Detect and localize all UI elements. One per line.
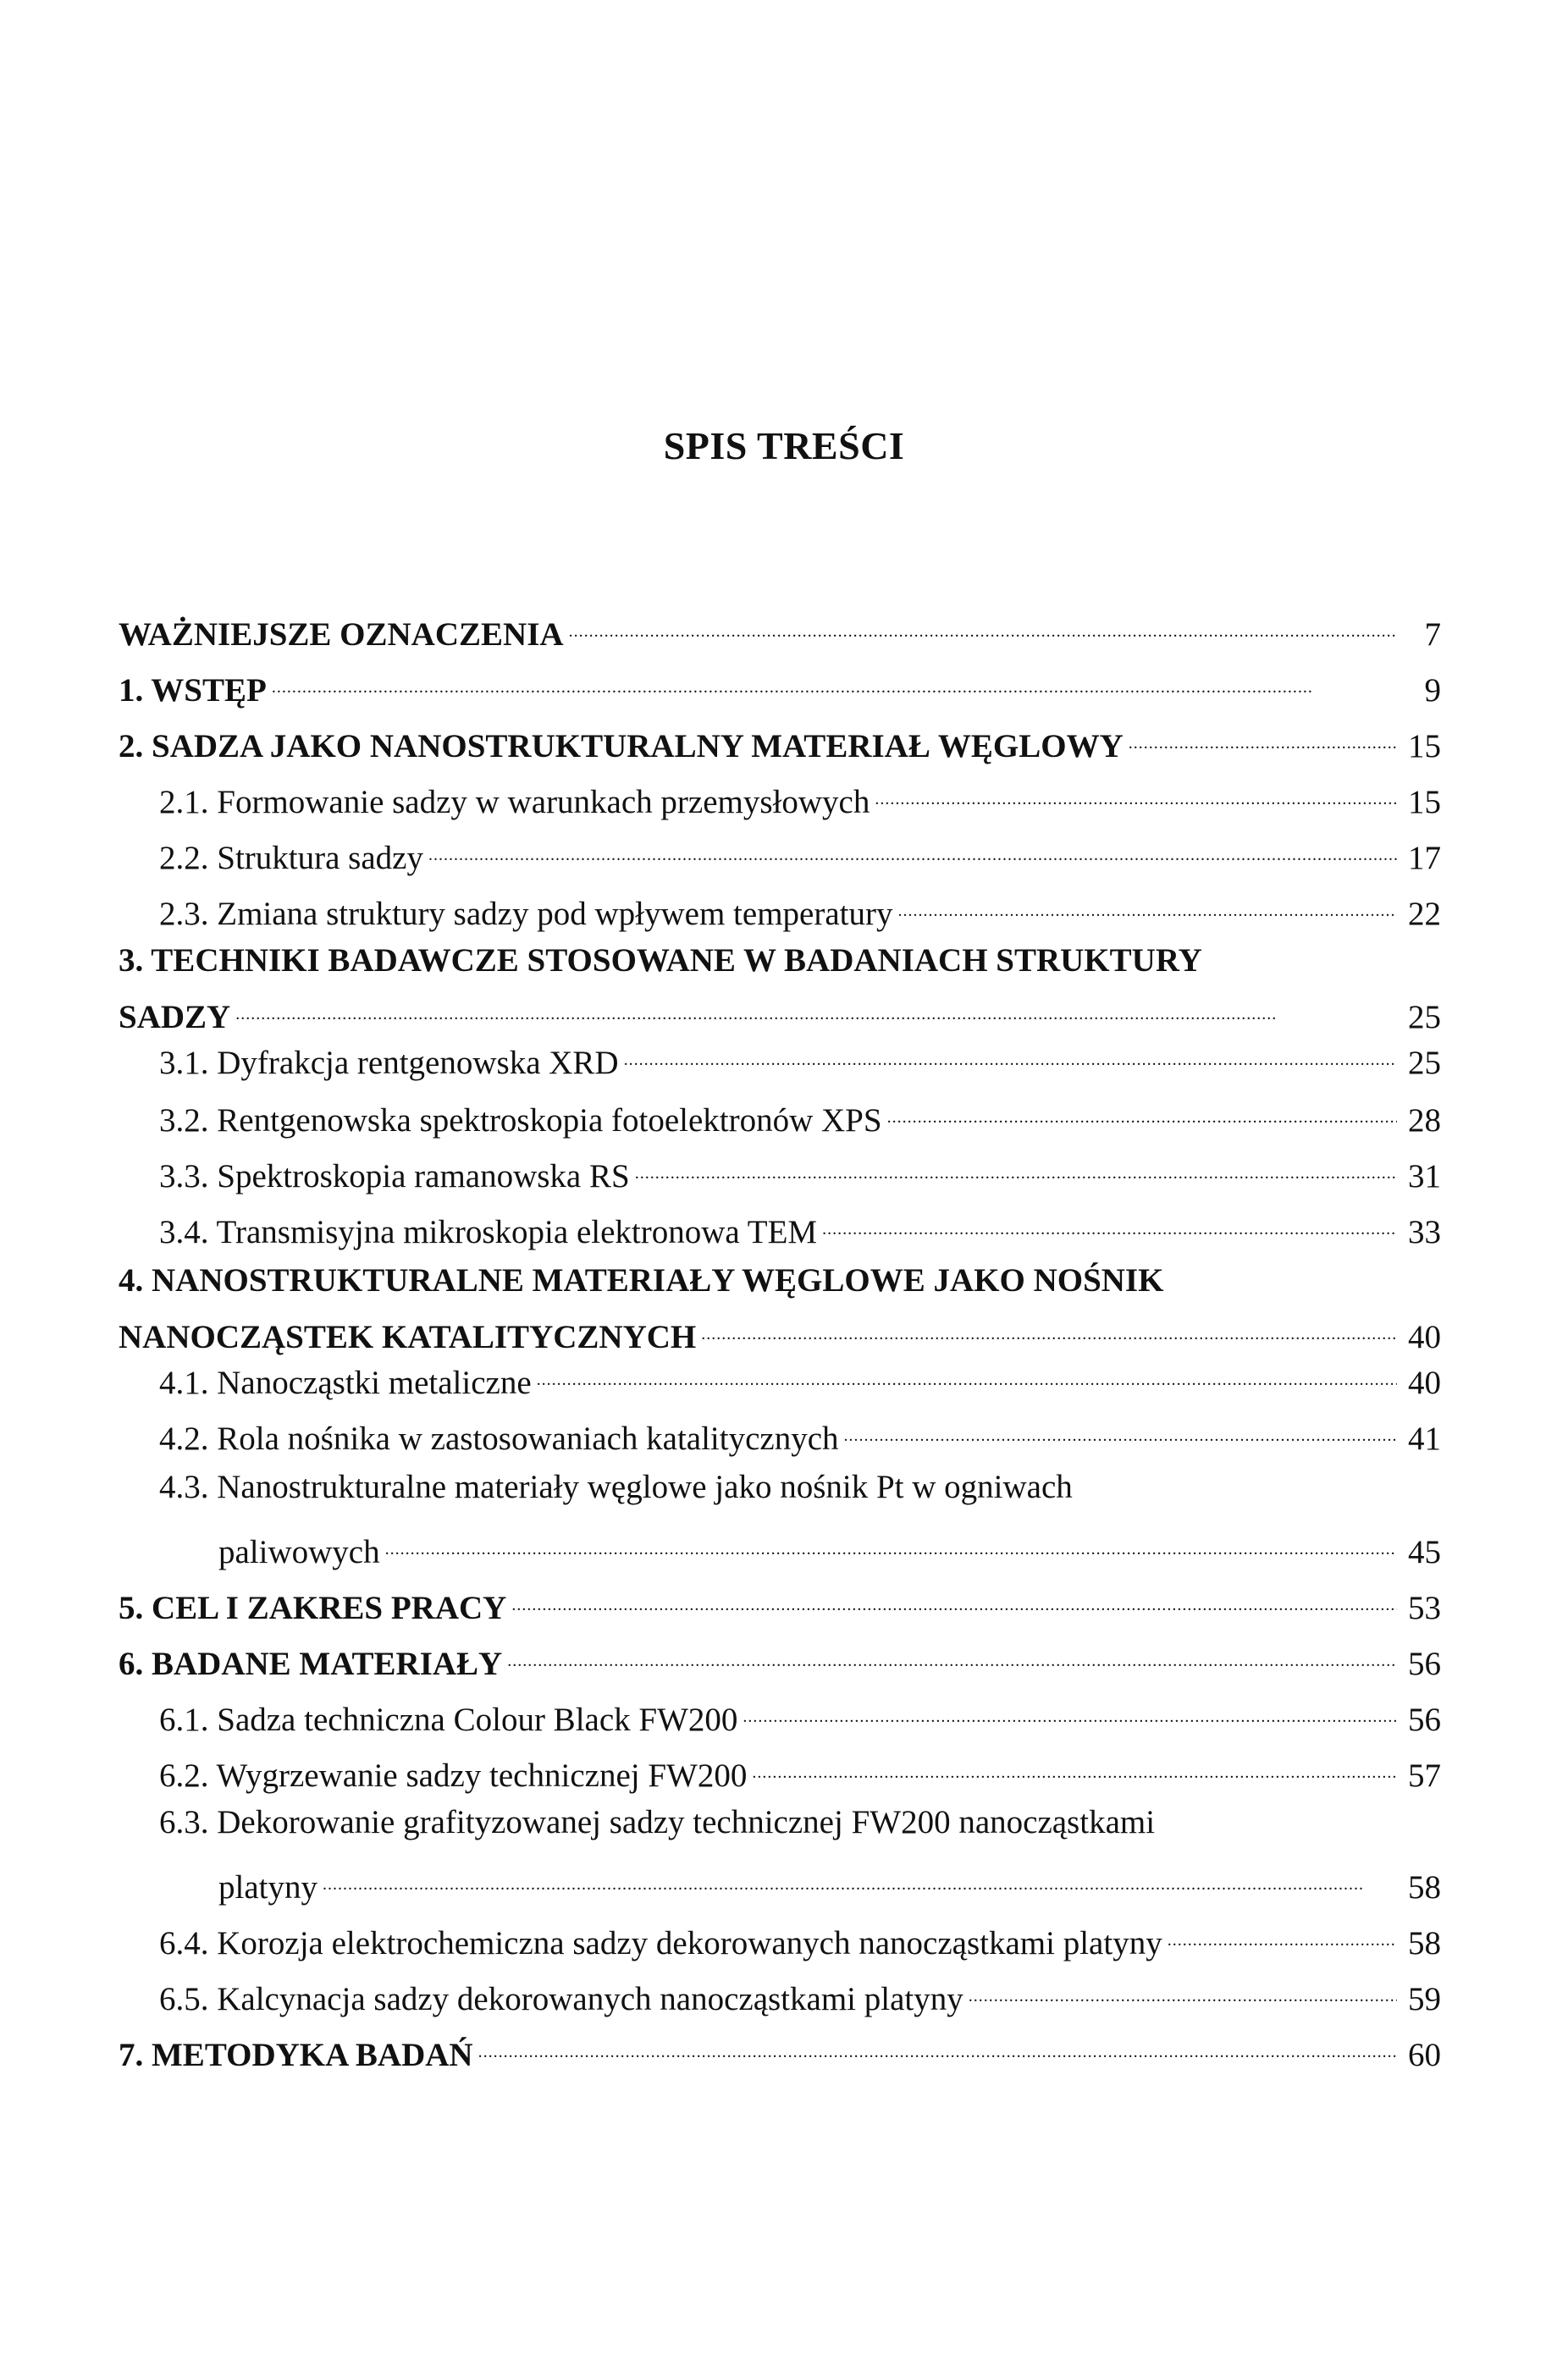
toc-entry-title: 6. BADANE MATERIAŁY [119,1646,503,1682]
toc-entry-first-line[interactable] [159,1468,1441,1507]
dot-leader [272,662,1397,701]
dot-leader [1168,1915,1397,1954]
toc-entry-page: 15 [1408,728,1441,764]
dot-leader [897,886,1397,924]
dot-leader [624,1035,1397,1073]
toc-entry[interactable] [119,1636,1441,1684]
toc-entry-title: 4. NANOSTRUKTURALNE MATERIAŁY WĘGLOWE JAKO NOŚNIK [119,1262,1164,1299]
dot-leader [743,1691,1397,1730]
toc-entry[interactable] [159,1204,1441,1252]
toc-entry-title: 3.4. Transmisyjna mikroskopia elektronowa TEM [159,1214,818,1250]
dot-leader [323,1859,1397,1898]
toc-entry[interactable] [119,662,1441,710]
toc-entry-title: 2.2. Struktura sadzy [159,840,423,876]
dot-leader [428,830,1397,869]
toc-entry-page: 58 [1408,1925,1441,1961]
dot-leader [822,1204,1397,1243]
toc-entry[interactable] [159,1691,1441,1740]
toc-entry-continuation[interactable] [218,1524,1441,1572]
toc-entry-page: 25 [1408,999,1441,1035]
toc-entry-page: 41 [1408,1421,1441,1457]
toc-entry[interactable] [159,1035,1441,1083]
toc-entry[interactable] [159,1355,1441,1403]
toc-entry-first-line[interactable] [119,1261,1441,1300]
toc-entry-title: 6.1. Sadza techniczna Colour Black FW200 [159,1702,738,1738]
toc-entry-page: 59 [1408,1981,1441,2017]
dot-leader [635,1148,1397,1187]
page-title: SPIS TREŚCI [663,424,905,467]
dot-leader [844,1410,1397,1449]
toc-entry-title: 3.1. Dyfrakcja rentgenowska XRD [159,1045,619,1081]
toc-entry-page: 15 [1408,784,1441,820]
toc-entry-continuation[interactable] [119,989,1441,1037]
toc-entry-title: 7. METODYKA BADAŃ [119,2037,473,2073]
toc-entry-title: 4.2. Rola nośnika w zastosowaniach katalitycznych [159,1421,839,1457]
toc-entry[interactable] [159,774,1441,822]
toc-entry-page: 60 [1408,2037,1441,2073]
dot-leader [1129,718,1397,757]
toc-entry-title: 1. WSTĘP [119,672,267,709]
toc-entry[interactable] [159,886,1441,934]
dot-leader [537,1355,1397,1393]
table-of-contents [119,0,1441,2356]
toc-entry[interactable] [159,1148,1441,1196]
toc-entry-title-cont: paliwowych [218,1534,380,1570]
toc-entry-continuation[interactable] [218,1859,1441,1907]
toc-entry[interactable] [119,718,1441,766]
dot-leader [969,1971,1397,2010]
dot-leader [875,774,1397,813]
toc-entry-page: 40 [1408,1319,1441,1355]
toc-entry-title: 4.3. Nanostrukturalne materiały węglowe jako nośnik Pt w ogniwach [159,1469,1073,1505]
toc-entry-title: 4.1. Nanocząstki metaliczne [159,1365,532,1401]
toc-entry[interactable] [159,1092,1441,1140]
toc-entry-page: 25 [1408,1045,1441,1081]
dot-leader [478,2027,1397,2066]
toc-entry-title: 3.3. Spektroskopia ramanowska RS [159,1158,630,1195]
toc-entry-page: 56 [1408,1646,1441,1682]
toc-entry-title: WAŻNIEJSZE OZNACZENIA [119,616,564,653]
toc-entry-page: 53 [1408,1590,1441,1626]
toc-entry[interactable] [159,1971,1441,2019]
toc-entry-title: 2. SADZA JAKO NANOSTRUKTURALNY MATERIAŁ WĘGLOWY [119,728,1124,764]
dot-leader [887,1092,1397,1131]
toc-entry[interactable] [159,1410,1441,1459]
toc-entry[interactable] [119,1580,1441,1628]
toc-entry[interactable] [159,1747,1441,1796]
dot-leader [701,1309,1397,1348]
toc-entry-first-line[interactable] [159,1803,1441,1842]
toc-entry[interactable] [159,1915,1441,1963]
toc-entry-title: 6.2. Wygrzewanie sadzy technicznej FW200 [159,1757,748,1794]
dot-leader [385,1524,1397,1563]
toc-entry-page: 57 [1408,1757,1441,1794]
toc-entry-title: 2.1. Formowanie sadzy w warunkach przemysłowych [159,784,870,820]
toc-entry-page: 33 [1408,1214,1441,1250]
toc-entry-page: 31 [1408,1158,1441,1195]
dot-leader [569,606,1397,645]
toc-entry-first-line[interactable] [119,941,1441,980]
toc-entry[interactable] [119,606,1441,654]
toc-entry-continuation[interactable] [119,1309,1441,1357]
toc-entry-title: 6.5. Kalcynacja sadzy dekorowanych nanocząstkami platyny [159,1981,963,2017]
toc-entry-page: 17 [1408,840,1441,876]
toc-entry-title-cont: SADZY [119,999,231,1035]
toc-entry-title: 6.3. Dekorowanie grafityzowanej sadzy technicznej FW200 nanocząstkami [159,1804,1156,1840]
toc-entry-page: 58 [1408,1869,1441,1906]
toc-entry-page: 9 [1424,672,1441,709]
toc-entry-page: 56 [1408,1702,1441,1738]
toc-entry-title: 3. TECHNIKI BADAWCZE STOSOWANE W BADANIACH STRUKTURY [119,942,1202,979]
toc-entry-title: 2.3. Zmiana struktury sadzy pod wpływem temperatury [159,896,893,932]
dot-leader [752,1747,1397,1786]
toc-entry-title: 3.2. Rentgenowska spektroskopia fotoelektronów XPS [159,1102,882,1139]
toc-entry[interactable] [119,2027,1441,2075]
toc-entry-page: 7 [1424,616,1441,653]
toc-entry-page: 45 [1408,1534,1441,1570]
dot-leader [511,1580,1397,1619]
toc-entry-title-cont: platyny [218,1869,317,1906]
toc-entry-page: 28 [1408,1102,1441,1139]
toc-entry-page: 40 [1408,1365,1441,1401]
dot-leader [507,1636,1397,1675]
toc-entry[interactable] [159,830,1441,878]
toc-entry-title: 6.4. Korozja elektrochemiczna sadzy dekorowanych nanocząstkami platyny [159,1925,1162,1961]
toc-entry-title-cont: NANOCZĄSTEK KATALITYCZNYCH [119,1319,697,1355]
toc-entry-title: 5. CEL I ZAKRES PRACY [119,1590,507,1626]
toc-entry-page: 22 [1408,896,1441,932]
dot-leader [235,989,1397,1028]
